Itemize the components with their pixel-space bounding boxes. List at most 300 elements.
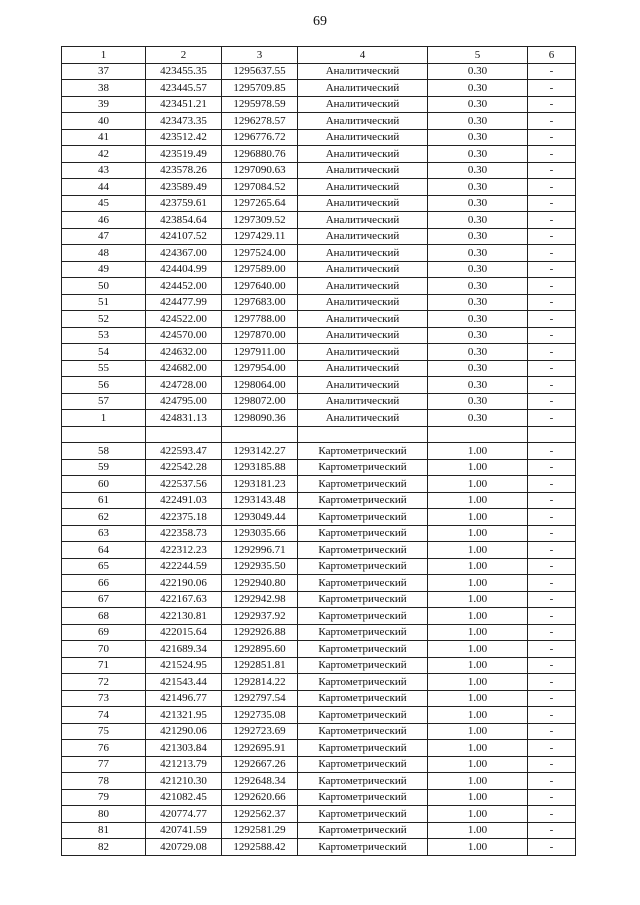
point-number-cell: 62 (62, 509, 146, 526)
method-cell: Картометрический (298, 641, 428, 658)
x-coordinate-cell: 423854.64 (146, 212, 222, 229)
table-row (62, 212, 576, 229)
note-cell: - (528, 773, 576, 790)
accuracy-cell: 1.00 (428, 459, 528, 476)
page-number: 69 (313, 14, 327, 29)
note-cell: - (528, 591, 576, 608)
point-number-cell: 37 (62, 63, 146, 80)
table-row (62, 327, 576, 344)
y-coordinate-cell: 1292937.92 (222, 608, 298, 625)
y-coordinate-cell: 1298090.36 (222, 410, 298, 427)
accuracy-cell: 0.30 (428, 393, 528, 410)
x-coordinate-cell: 422491.03 (146, 492, 222, 509)
table-row (62, 278, 576, 295)
method-cell: Аналитический (298, 393, 428, 410)
point-number-cell: 60 (62, 476, 146, 493)
point-number-cell: 46 (62, 212, 146, 229)
x-coordinate-cell: 423445.57 (146, 80, 222, 97)
y-coordinate-cell: 1292723.69 (222, 723, 298, 740)
table-row (62, 476, 576, 493)
note-cell: - (528, 657, 576, 674)
table-row (62, 179, 576, 196)
x-coordinate-cell: 423759.61 (146, 195, 222, 212)
point-number-cell: 55 (62, 360, 146, 377)
note-cell: - (528, 113, 576, 130)
note-cell: - (528, 80, 576, 97)
x-coordinate-cell: 423455.35 (146, 63, 222, 80)
point-number-cell: 68 (62, 608, 146, 625)
note-cell: - (528, 212, 576, 229)
table-row (62, 822, 576, 839)
point-number-cell: 57 (62, 393, 146, 410)
y-coordinate-cell: 1296776.72 (222, 129, 298, 146)
point-number-cell: 66 (62, 575, 146, 592)
accuracy-cell: 1.00 (428, 443, 528, 460)
note-cell: - (528, 344, 576, 361)
point-number-cell: 50 (62, 278, 146, 295)
column-header: 6 (528, 47, 576, 64)
table-row (62, 773, 576, 790)
point-number-cell: 58 (62, 443, 146, 460)
accuracy-cell: 1.00 (428, 641, 528, 658)
accuracy-cell: 0.30 (428, 278, 528, 295)
accuracy-cell: 0.30 (428, 212, 528, 229)
note-cell: - (528, 756, 576, 773)
point-number-cell: 1 (62, 410, 146, 427)
table-row (62, 129, 576, 146)
accuracy-cell: 0.30 (428, 311, 528, 328)
accuracy-cell: 1.00 (428, 558, 528, 575)
column-header: 1 (62, 47, 146, 64)
method-cell: Аналитический (298, 195, 428, 212)
method-cell: Аналитический (298, 80, 428, 97)
y-coordinate-cell: 1297429.11 (222, 228, 298, 245)
x-coordinate-cell: 423451.21 (146, 96, 222, 113)
y-coordinate-cell: 1293185.88 (222, 459, 298, 476)
method-cell: Картометрический (298, 773, 428, 790)
y-coordinate-cell: 1295709.85 (222, 80, 298, 97)
x-coordinate-cell: 424367.00 (146, 245, 222, 262)
y-coordinate-cell: 1295637.55 (222, 63, 298, 80)
y-coordinate-cell: 1297589.00 (222, 261, 298, 278)
table-row (62, 228, 576, 245)
y-coordinate-cell: 1292814.22 (222, 674, 298, 691)
table-row (62, 344, 576, 361)
note-cell: - (528, 261, 576, 278)
accuracy-cell: 0.30 (428, 80, 528, 97)
column-header: 4 (298, 47, 428, 64)
table-row (62, 624, 576, 641)
note-cell: - (528, 492, 576, 509)
accuracy-cell: 1.00 (428, 591, 528, 608)
table-row (62, 113, 576, 130)
x-coordinate-cell: 420729.08 (146, 839, 222, 856)
accuracy-cell: 0.30 (428, 261, 528, 278)
table-row (62, 261, 576, 278)
column-header: 3 (222, 47, 298, 64)
note-cell: - (528, 393, 576, 410)
table-row (62, 195, 576, 212)
method-cell: Картометрический (298, 839, 428, 856)
table-row (62, 740, 576, 757)
table-row (62, 641, 576, 658)
point-number-cell: 41 (62, 129, 146, 146)
y-coordinate-cell: 1297870.00 (222, 327, 298, 344)
x-coordinate-cell: 421321.95 (146, 707, 222, 724)
table-row (62, 96, 576, 113)
point-number-cell: 53 (62, 327, 146, 344)
method-cell: Аналитический (298, 228, 428, 245)
point-number-cell: 51 (62, 294, 146, 311)
method-cell (298, 426, 428, 443)
method-cell: Картометрический (298, 542, 428, 559)
y-coordinate-cell: 1292996.71 (222, 542, 298, 559)
y-coordinate-cell: 1292695.91 (222, 740, 298, 757)
y-coordinate-cell: 1292735.08 (222, 707, 298, 724)
y-coordinate-cell: 1296880.76 (222, 146, 298, 163)
point-number-cell: 40 (62, 113, 146, 130)
accuracy-cell: 1.00 (428, 723, 528, 740)
method-cell: Аналитический (298, 63, 428, 80)
point-number-cell: 42 (62, 146, 146, 163)
method-cell: Картометрический (298, 690, 428, 707)
point-number-cell: 76 (62, 740, 146, 757)
point-number-cell: 52 (62, 311, 146, 328)
method-cell: Аналитический (298, 179, 428, 196)
y-coordinate-cell: 1292940.80 (222, 575, 298, 592)
y-coordinate-cell: 1292588.42 (222, 839, 298, 856)
x-coordinate-cell: 422375.18 (146, 509, 222, 526)
method-cell: Картометрический (298, 509, 428, 526)
accuracy-cell: 0.30 (428, 377, 528, 394)
method-cell: Картометрический (298, 657, 428, 674)
point-number-cell: 67 (62, 591, 146, 608)
note-cell: - (528, 822, 576, 839)
note-cell: - (528, 228, 576, 245)
note-cell: - (528, 525, 576, 542)
point-number-cell: 61 (62, 492, 146, 509)
accuracy-cell: 1.00 (428, 756, 528, 773)
point-number-cell: 49 (62, 261, 146, 278)
y-coordinate-cell: 1292935.50 (222, 558, 298, 575)
note-cell (528, 426, 576, 443)
accuracy-cell: 1.00 (428, 822, 528, 839)
note-cell: - (528, 146, 576, 163)
accuracy-cell: 0.30 (428, 195, 528, 212)
y-coordinate-cell: 1297640.00 (222, 278, 298, 295)
note-cell: - (528, 476, 576, 493)
table-row (62, 789, 576, 806)
x-coordinate-cell: 424570.00 (146, 327, 222, 344)
note-cell: - (528, 311, 576, 328)
table-row (62, 657, 576, 674)
point-number-cell: 39 (62, 96, 146, 113)
note-cell: - (528, 789, 576, 806)
x-coordinate-cell: 421496.77 (146, 690, 222, 707)
x-coordinate-cell: 421210.30 (146, 773, 222, 790)
method-cell: Аналитический (298, 129, 428, 146)
x-coordinate-cell: 422537.56 (146, 476, 222, 493)
method-cell: Аналитический (298, 96, 428, 113)
method-cell: Аналитический (298, 410, 428, 427)
accuracy-cell: 0.30 (428, 179, 528, 196)
x-coordinate-cell: 421290.06 (146, 723, 222, 740)
point-number-cell: 38 (62, 80, 146, 97)
y-coordinate-cell: 1293049.44 (222, 509, 298, 526)
point-number-cell: 45 (62, 195, 146, 212)
note-cell: - (528, 575, 576, 592)
accuracy-cell: 0.30 (428, 113, 528, 130)
table-row (62, 542, 576, 559)
x-coordinate-cell: 421543.44 (146, 674, 222, 691)
x-coordinate-cell: 421689.34 (146, 641, 222, 658)
coordinates-table (61, 46, 576, 856)
y-coordinate-cell: 1292797.54 (222, 690, 298, 707)
table-row (62, 162, 576, 179)
table-row (62, 525, 576, 542)
note-cell: - (528, 360, 576, 377)
accuracy-cell: 1.00 (428, 789, 528, 806)
note-cell: - (528, 96, 576, 113)
note-cell: - (528, 459, 576, 476)
x-coordinate-cell: 424522.00 (146, 311, 222, 328)
method-cell: Картометрический (298, 707, 428, 724)
x-coordinate-cell: 424107.52 (146, 228, 222, 245)
coordinates-table-body (62, 47, 576, 856)
x-coordinate-cell: 422542.28 (146, 459, 222, 476)
y-coordinate-cell: 1297524.00 (222, 245, 298, 262)
accuracy-cell: 0.30 (428, 410, 528, 427)
method-cell: Картометрический (298, 575, 428, 592)
method-cell: Картометрический (298, 591, 428, 608)
table-row (62, 575, 576, 592)
x-coordinate-cell: 423589.49 (146, 179, 222, 196)
point-number-cell: 64 (62, 542, 146, 559)
accuracy-cell: 0.30 (428, 294, 528, 311)
point-number-cell: 63 (62, 525, 146, 542)
table-row (62, 294, 576, 311)
y-coordinate-cell: 1292851.81 (222, 657, 298, 674)
accuracy-cell: 1.00 (428, 575, 528, 592)
point-number-cell: 71 (62, 657, 146, 674)
table-row (62, 410, 576, 427)
table-row (62, 509, 576, 526)
accuracy-cell: 1.00 (428, 839, 528, 856)
method-cell: Картометрический (298, 674, 428, 691)
y-coordinate-cell: 1292926.88 (222, 624, 298, 641)
x-coordinate-cell: 422167.63 (146, 591, 222, 608)
accuracy-cell: 0.30 (428, 344, 528, 361)
x-coordinate-cell: 424682.00 (146, 360, 222, 377)
table-row (62, 443, 576, 460)
accuracy-cell: 1.00 (428, 608, 528, 625)
x-coordinate-cell: 421524.95 (146, 657, 222, 674)
table-row (62, 608, 576, 625)
accuracy-cell: 1.00 (428, 690, 528, 707)
accuracy-cell: 1.00 (428, 509, 528, 526)
accuracy-cell: 1.00 (428, 542, 528, 559)
x-coordinate-cell: 424831.13 (146, 410, 222, 427)
point-number-cell: 75 (62, 723, 146, 740)
table-row (62, 245, 576, 262)
x-coordinate-cell: 423519.49 (146, 146, 222, 163)
point-number-cell: 69 (62, 624, 146, 641)
y-coordinate-cell: 1293035.66 (222, 525, 298, 542)
method-cell: Аналитический (298, 212, 428, 229)
accuracy-cell: 1.00 (428, 476, 528, 493)
y-coordinate-cell: 1292562.37 (222, 806, 298, 823)
note-cell: - (528, 129, 576, 146)
table-row (62, 146, 576, 163)
point-number-cell: 47 (62, 228, 146, 245)
accuracy-cell: 0.30 (428, 228, 528, 245)
table-row (62, 674, 576, 691)
table-row (62, 360, 576, 377)
table-row (62, 80, 576, 97)
point-number-cell: 77 (62, 756, 146, 773)
y-coordinate-cell: 1295978.59 (222, 96, 298, 113)
y-coordinate-cell: 1292620.66 (222, 789, 298, 806)
accuracy-cell: 0.30 (428, 360, 528, 377)
table-row (62, 806, 576, 823)
point-number-cell: 56 (62, 377, 146, 394)
point-number-cell: 74 (62, 707, 146, 724)
method-cell: Аналитический (298, 261, 428, 278)
method-cell: Картометрический (298, 459, 428, 476)
note-cell: - (528, 162, 576, 179)
y-coordinate-cell: 1297683.00 (222, 294, 298, 311)
method-cell: Аналитический (298, 245, 428, 262)
method-cell: Аналитический (298, 377, 428, 394)
table-row (62, 591, 576, 608)
note-cell: - (528, 294, 576, 311)
note-cell: - (528, 509, 576, 526)
method-cell: Аналитический (298, 344, 428, 361)
method-cell: Картометрический (298, 476, 428, 493)
accuracy-cell: 1.00 (428, 525, 528, 542)
table-row (62, 707, 576, 724)
x-coordinate-cell: 422593.47 (146, 443, 222, 460)
accuracy-cell: 0.30 (428, 146, 528, 163)
method-cell: Картометрический (298, 822, 428, 839)
point-number-cell: 43 (62, 162, 146, 179)
note-cell: - (528, 740, 576, 757)
note-cell: - (528, 608, 576, 625)
note-cell: - (528, 245, 576, 262)
y-coordinate-cell: 1297911.00 (222, 344, 298, 361)
note-cell: - (528, 410, 576, 427)
table-row (62, 723, 576, 740)
y-coordinate-cell: 1297954.00 (222, 360, 298, 377)
x-coordinate-cell: 421303.84 (146, 740, 222, 757)
y-coordinate-cell: 1292895.60 (222, 641, 298, 658)
accuracy-cell: 1.00 (428, 806, 528, 823)
y-coordinate-cell: 1297309.52 (222, 212, 298, 229)
x-coordinate-cell: 423512.42 (146, 129, 222, 146)
note-cell: - (528, 195, 576, 212)
x-coordinate-cell (146, 426, 222, 443)
method-cell: Аналитический (298, 113, 428, 130)
y-coordinate-cell: 1293142.27 (222, 443, 298, 460)
column-header: 2 (146, 47, 222, 64)
table-row (62, 839, 576, 856)
x-coordinate-cell: 424728.00 (146, 377, 222, 394)
accuracy-cell: 0.30 (428, 327, 528, 344)
accuracy-cell: 1.00 (428, 624, 528, 641)
table-row (62, 492, 576, 509)
method-cell: Картометрический (298, 525, 428, 542)
point-number-cell: 54 (62, 344, 146, 361)
method-cell: Аналитический (298, 278, 428, 295)
column-header: 5 (428, 47, 528, 64)
y-coordinate-cell: 1297084.52 (222, 179, 298, 196)
y-coordinate-cell: 1298072.00 (222, 393, 298, 410)
point-number-cell: 48 (62, 245, 146, 262)
note-cell: - (528, 624, 576, 641)
method-cell: Картометрический (298, 723, 428, 740)
note-cell: - (528, 377, 576, 394)
table-row (62, 558, 576, 575)
x-coordinate-cell: 421082.45 (146, 789, 222, 806)
point-number-cell: 80 (62, 806, 146, 823)
y-coordinate-cell: 1292667.26 (222, 756, 298, 773)
accuracy-cell: 0.30 (428, 245, 528, 262)
table-row (62, 426, 576, 443)
method-cell: Аналитический (298, 327, 428, 344)
method-cell: Аналитический (298, 311, 428, 328)
method-cell: Картометрический (298, 443, 428, 460)
y-coordinate-cell: 1293143.48 (222, 492, 298, 509)
point-number-cell (62, 426, 146, 443)
point-number-cell: 72 (62, 674, 146, 691)
method-cell: Картометрический (298, 558, 428, 575)
table-row (62, 756, 576, 773)
method-cell: Картометрический (298, 806, 428, 823)
point-number-cell: 81 (62, 822, 146, 839)
y-coordinate-cell: 1297788.00 (222, 311, 298, 328)
column-number-row (62, 47, 576, 64)
y-coordinate-cell: 1298064.00 (222, 377, 298, 394)
note-cell: - (528, 674, 576, 691)
point-number-cell: 79 (62, 789, 146, 806)
y-coordinate-cell (222, 426, 298, 443)
accuracy-cell: 1.00 (428, 740, 528, 757)
note-cell: - (528, 558, 576, 575)
note-cell: - (528, 723, 576, 740)
point-number-cell: 65 (62, 558, 146, 575)
table-row (62, 459, 576, 476)
method-cell: Картометрический (298, 756, 428, 773)
x-coordinate-cell: 424404.99 (146, 261, 222, 278)
x-coordinate-cell: 422244.59 (146, 558, 222, 575)
x-coordinate-cell: 424477.99 (146, 294, 222, 311)
point-number-cell: 70 (62, 641, 146, 658)
table-row (62, 393, 576, 410)
x-coordinate-cell: 423578.26 (146, 162, 222, 179)
y-coordinate-cell: 1297090.63 (222, 162, 298, 179)
point-number-cell: 82 (62, 839, 146, 856)
point-number-cell: 44 (62, 179, 146, 196)
x-coordinate-cell: 422190.06 (146, 575, 222, 592)
x-coordinate-cell: 422358.73 (146, 525, 222, 542)
point-number-cell: 78 (62, 773, 146, 790)
table-row (62, 63, 576, 80)
point-number-cell: 59 (62, 459, 146, 476)
x-coordinate-cell: 422312.23 (146, 542, 222, 559)
accuracy-cell: 1.00 (428, 773, 528, 790)
note-cell: - (528, 63, 576, 80)
method-cell: Картометрический (298, 740, 428, 757)
